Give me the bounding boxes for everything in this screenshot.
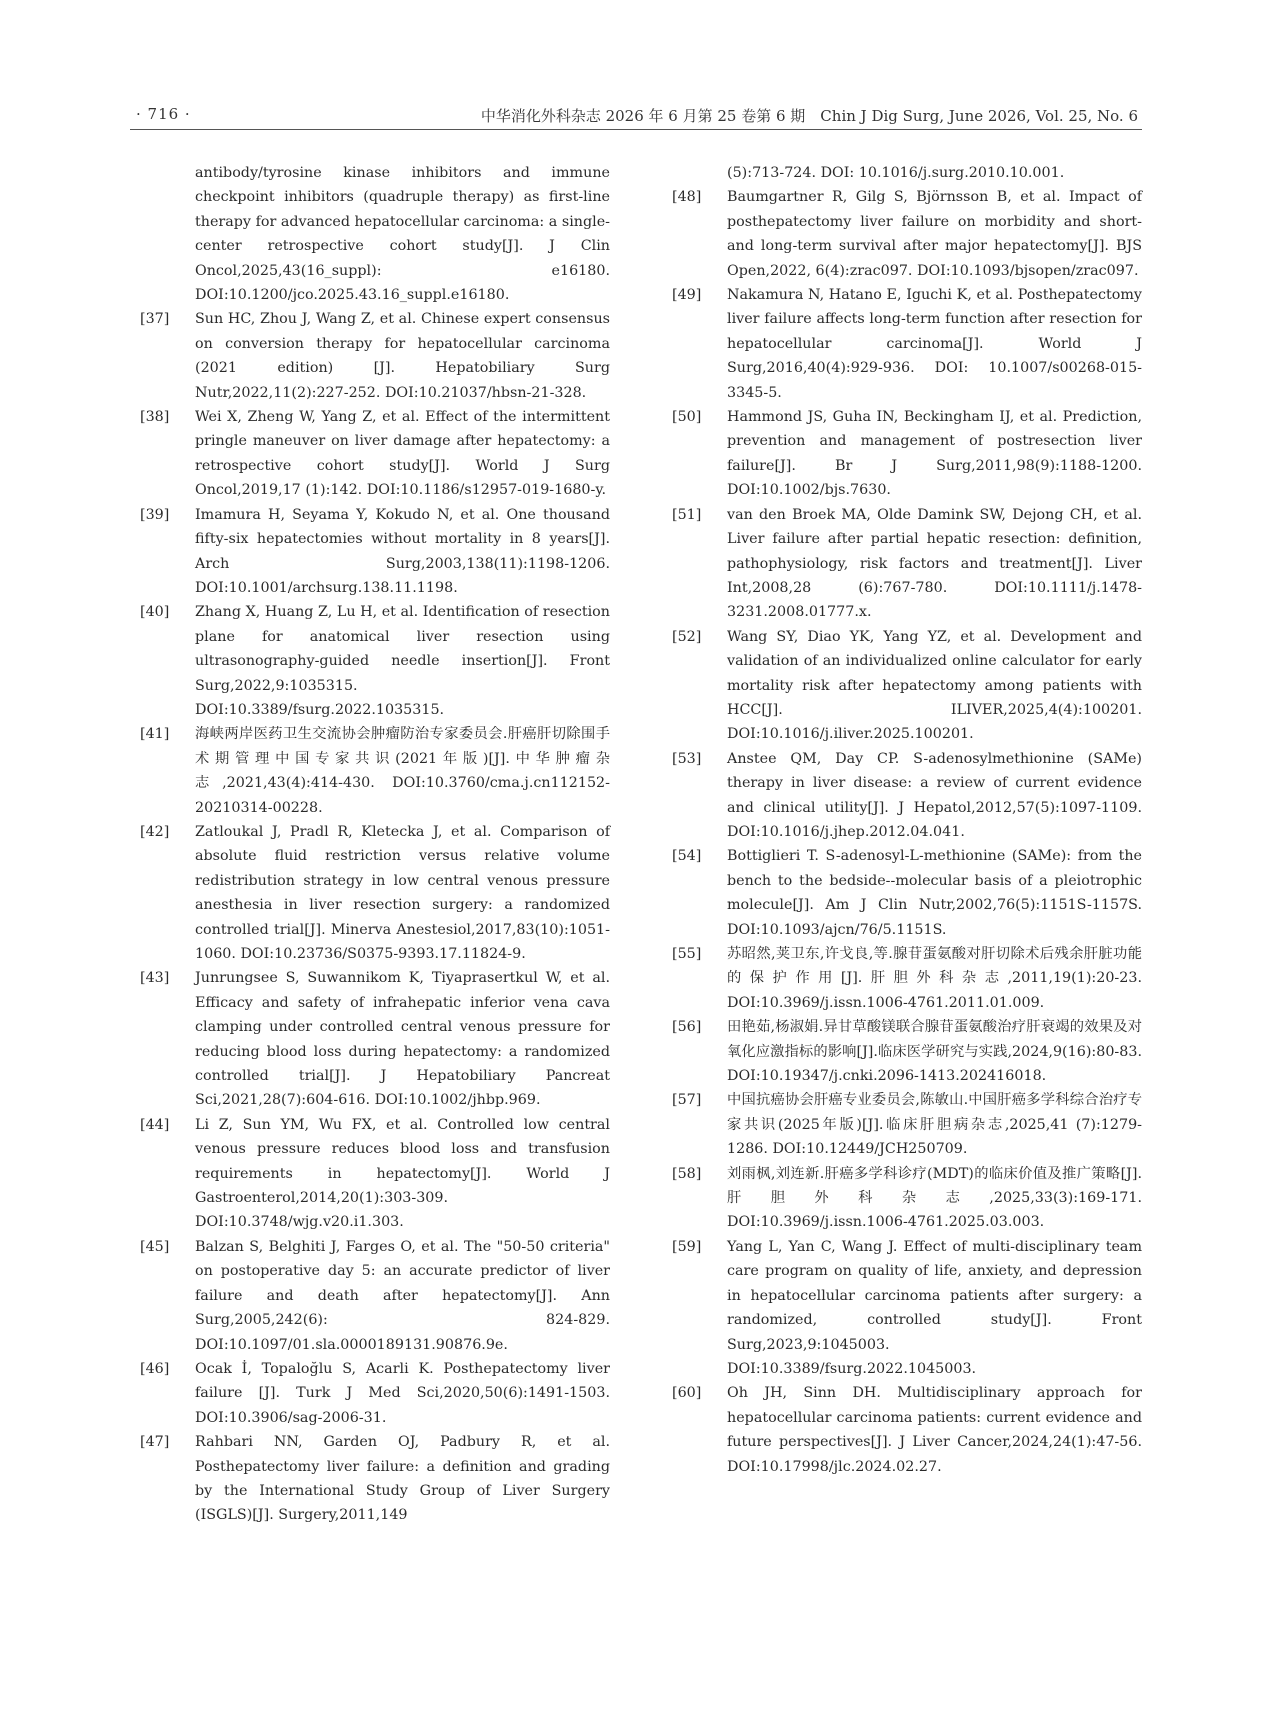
- reference-number: [43]: [140, 970, 170, 987]
- reference-number: [49]: [672, 287, 702, 304]
- reference-entry: [140, 307, 610, 405]
- reference-entry: [672, 185, 1142, 283]
- reference-number: [53]: [672, 750, 702, 767]
- reference-number: [58]: [672, 1165, 702, 1182]
- reference-text: 海峡两岸医药卫生交流协会肿瘤防治专家委员会.肝癌肝切除围手术期管理中国专家共识(2021年版)[J].中华肿瘤杂志,2021,43(4):414-430. DOI:10.3760/cma.j.cn112152-20210314-00228.: [195, 726, 610, 816]
- reference-text: Balzan S, Belghiti J, Farges O, et al. The "50-50 criteria" on postoperative day 5: an accurate predictor of liver failure and death after hepatectomy[J]. Ann Surg,2005,242(6): 824-829. DOI:10.1097/01.sla.0000189131.90876.9e.: [195, 1238, 610, 1353]
- reference-entry: [672, 747, 1142, 845]
- reference-entry: [672, 161, 1142, 185]
- reference-entry: [672, 1235, 1142, 1381]
- reference-entry: [140, 600, 610, 722]
- reference-entry: [140, 1235, 610, 1357]
- references-left-column: [140, 161, 610, 1528]
- reference-text: Baumgartner R, Gilg S, Björnsson B, et al. Impact of posthepatectomy liver failure on morbidity and short- and long-term survival after major hepatectomy[J]. BJS Open,2022, 6(4):zrac097. DOI:10.1093/bjsopen/zrac097.: [727, 189, 1142, 279]
- reference-number: [48]: [672, 189, 702, 206]
- reference-entry: [140, 1113, 610, 1235]
- reference-text: Anstee QM, Day CP. S-adenosylmethionine (SAMe) therapy in liver disease: a review of current evidence and clinical utility[J]. J Hepatol,2012,57(5):1097-1109. DOI:10.1016/j.jhep.2012.04.041.: [727, 750, 1142, 840]
- reference-number: [39]: [140, 506, 170, 523]
- reference-text: Bottiglieri T. S-adenosyl-L-methionine (SAMe): from the bench to the bedside--molecular basis of a pleiotrophic molecule[J]. Am J Clin Nutr,2002,76(5):1151S-1157S. DOI:10.1093/ajcn/76/5.1151S.: [727, 848, 1142, 938]
- reference-text: Wei X, Zheng W, Yang Z, et al. Effect of the intermittent pringle maneuver on liver damage after hepatectomy: a retrospective cohort study[J]. World J Surg Oncol,2019,17 (1):142. DOI:10.1186/s12957-019-1680-y.: [195, 409, 610, 499]
- reference-number: [38]: [140, 409, 170, 426]
- reference-entry: [672, 942, 1142, 1015]
- reference-text: Ocak İ, Topaloğlu S, Acarli K. Posthepatectomy liver failure [J]. Turk J Med Sci,2020,50(6):1491-1503. DOI:10.3906/sag-2006-31.: [195, 1360, 610, 1426]
- reference-entry: [672, 283, 1142, 405]
- reference-number: [47]: [140, 1434, 170, 1451]
- reference-text: Zatloukal J, Pradl R, Kletecka J, et al. Comparison of absolute fluid restriction versus relative volume redistribution strategy in low central venous pressure anesthesia in liver resection surgery: a randomized controlled trial[J]. Minerva Anestesiol,2017,83(10):1051-1060. DOI:10.23736/S0375-9393.17.11824-9.: [195, 823, 610, 962]
- reference-text: (5):713-724. DOI: 10.1016/j.surg.2010.10.001.: [727, 165, 1065, 181]
- journal-citation: 中华消化外科杂志 2026 年 6 月第 25 卷第 6 期 Chin J Dig Surg, June 2026, Vol. 25, No. 6: [480, 107, 1138, 125]
- reference-number: [37]: [140, 311, 170, 328]
- reference-entry: [672, 503, 1142, 625]
- reference-entry: [140, 966, 610, 1112]
- reference-entry: [140, 722, 610, 820]
- reference-text: 中国抗癌协会肝癌专业委员会,陈敏山.中国肝癌多学科综合治疗专家共识(2025年版)[J].临床肝胆病杂志,2025,41 (7):1279-1286. DOI:10.12449/JCH250709.: [727, 1092, 1142, 1158]
- reference-number: [41]: [140, 726, 170, 743]
- reference-number: [56]: [672, 1019, 702, 1036]
- reference-number: [50]: [672, 409, 702, 426]
- reference-text: Zhang X, Huang Z, Lu H, et al. Identification of resection plane for anatomical liver resection using ultrasonography-guided needle insertion[J]. Front Surg,2022,9:1035315. DOI:10.3389/fsurg.2022.1035315.: [195, 604, 610, 718]
- reference-entry: [140, 1357, 610, 1430]
- reference-number: [54]: [672, 848, 702, 865]
- reference-number: [40]: [140, 604, 170, 621]
- reference-number: [59]: [672, 1238, 702, 1255]
- reference-text: Wang SY, Diao YK, Yang YZ, et al. Development and validation of an individualized online calculator for early mortality risk after hepatectomy among patients with HCC[J]. ILIVER,2025,4(4):100201. DOI:10.1016/j.iliver.2025.100201.: [727, 628, 1142, 743]
- reference-number: [55]: [672, 946, 702, 962]
- reference-number: [52]: [672, 628, 702, 645]
- reference-text: Li Z, Sun YM, Wu FX, et al. Controlled low central venous pressure reduces blood loss and transfusion requirements in hepatectomy[J]. World J Gastroenterol,2014,20(1):303-309. DOI:10.3748/wjg.v20.i1.303.: [195, 1116, 610, 1231]
- reference-entry: [672, 1015, 1142, 1088]
- reference-text: antibody/tyrosine kinase inhibitors and immune checkpoint inhibitors (quadruple therapy) as first-line therapy for advanced hepatocellular carcinoma: a single-center retrospective cohort study[J]. J Clin Oncol,2025,43(16_suppl): e16180. DOI:10.1200/jco.2025.43.16_suppl.e16180.: [195, 165, 610, 304]
- reference-text: van den Broek MA, Olde Damink SW, Dejong CH, et al. Liver failure after partial hepatic resection: definition, pathophysiology, risk factors and treatment[J]. Liver Int,2008,28 (6):767-780. DOI:10.1111/j.1478-3231.2008.01777.x.: [727, 506, 1142, 621]
- reference-text: 苏昭然,荚卫东,许戈良,等.腺苷蛋氨酸对肝切除术后残余肝脏功能的保护作用[J].肝胆外科杂志,2011,19(1):20-23. DOI:10.3969/j.issn.1006-4761.2011.01.009.: [727, 946, 1142, 1011]
- reference-number: [51]: [672, 506, 702, 523]
- reference-entry: [672, 625, 1142, 747]
- reference-number: [44]: [140, 1116, 170, 1133]
- page-number: · 716 ·: [136, 105, 191, 123]
- references-right-column: [672, 161, 1142, 1479]
- reference-entry: [672, 1162, 1142, 1235]
- reference-text: Hammond JS, Guha IN, Beckingham IJ, et al. Prediction, prevention and management of postresection liver failure[J]. Br J Surg,2011,98(9):1188-1200. DOI:10.1002/bjs.7630.: [727, 409, 1142, 499]
- reference-entry: [672, 844, 1142, 942]
- reference-number: [45]: [140, 1238, 170, 1255]
- reference-entry: [140, 161, 610, 307]
- reference-entry: [140, 503, 610, 601]
- reference-text: 田艳茹,杨淑娟.异甘草酸镁联合腺苷蛋氨酸治疗肝衰竭的效果及对氧化应激指标的影响[J].临床医学研究与实践,2024,9(16):80-83. DOI:10.19347/j.cnki.2096-1413.202416018.: [727, 1019, 1142, 1085]
- reference-text: Imamura H, Seyama Y, Kokudo N, et al. One thousand fifty-six hepatectomies without mortality in 8 years[J]. Arch Surg,2003,138(11):1198-1206. DOI:10.1001/archsurg.138.11.1198.: [195, 506, 610, 596]
- reference-text: Oh JH, Sinn DH. Multidisciplinary approach for hepatocellular carcinoma patients: current evidence and future perspectives[J]. J Liver Cancer,2024,24(1):47-56. DOI:10.17998/jlc.2024.02.27.: [727, 1385, 1142, 1475]
- reference-entry: [672, 1088, 1142, 1161]
- reference-number: [46]: [140, 1360, 170, 1377]
- reference-number: [60]: [672, 1385, 702, 1402]
- reference-entry: [672, 405, 1142, 503]
- reference-text: Yang L, Yan C, Wang J. Effect of multi-disciplinary team care program on quality of life, anxiety, and depression in hepatocellular carcinoma patients after surgery: a randomized, controlled study[J]. Front Surg,2023,9:1045003. DOI:10.3389/fsurg.2022.1045003.: [727, 1238, 1142, 1377]
- reference-number: [42]: [140, 823, 170, 840]
- reference-text: Sun HC, Zhou J, Wang Z, et al. Chinese expert consensus on conversion therapy for hepatocellular carcinoma (2021 edition) [J]. Hepatobiliary Surg Nutr,2022,11(2):227-252. DOI:10.21037/hbsn-21-328.: [195, 311, 610, 401]
- reference-text: Rahbari NN, Garden OJ, Padbury R, et al. Posthepatectomy liver failure: a definition and grading by the International Study Group of Liver Surgery (ISGLS)[J]. Surgery,2011,149: [195, 1434, 610, 1524]
- reference-entry: [140, 820, 610, 966]
- running-header: [130, 103, 1142, 130]
- reference-entry: [140, 1430, 610, 1528]
- reference-number: [57]: [672, 1092, 702, 1109]
- reference-text: Junrungsee S, Suwannikom K, Tiyaprasertkul W, et al. Efficacy and safety of infrahepatic inferior vena cava clamping under controlled central venous pressure for reducing blood loss during hepatectomy: a randomized controlled trial[J]. J Hepatobiliary Pancreat Sci,2021,28(7):604-616. DOI:10.1002/jhbp.969.: [195, 970, 610, 1109]
- reference-entry: [140, 405, 610, 503]
- reference-text: 刘雨枫,刘连新.肝癌多学科诊疗(MDT)的临床价值及推广策略[J].肝胆外科杂志,2025,33(3):169-171. DOI:10.3969/j.issn.1006-4761.2025.03.003.: [727, 1165, 1142, 1231]
- reference-text: Nakamura N, Hatano E, Iguchi K, et al. Posthepatectomy liver failure affects long-term function after resection for hepatocellular carcinoma[J]. World J Surg,2016,40(4):929-936. DOI: 10.1007/s00268-015-3345-5.: [727, 287, 1142, 401]
- reference-entry: [672, 1381, 1142, 1479]
